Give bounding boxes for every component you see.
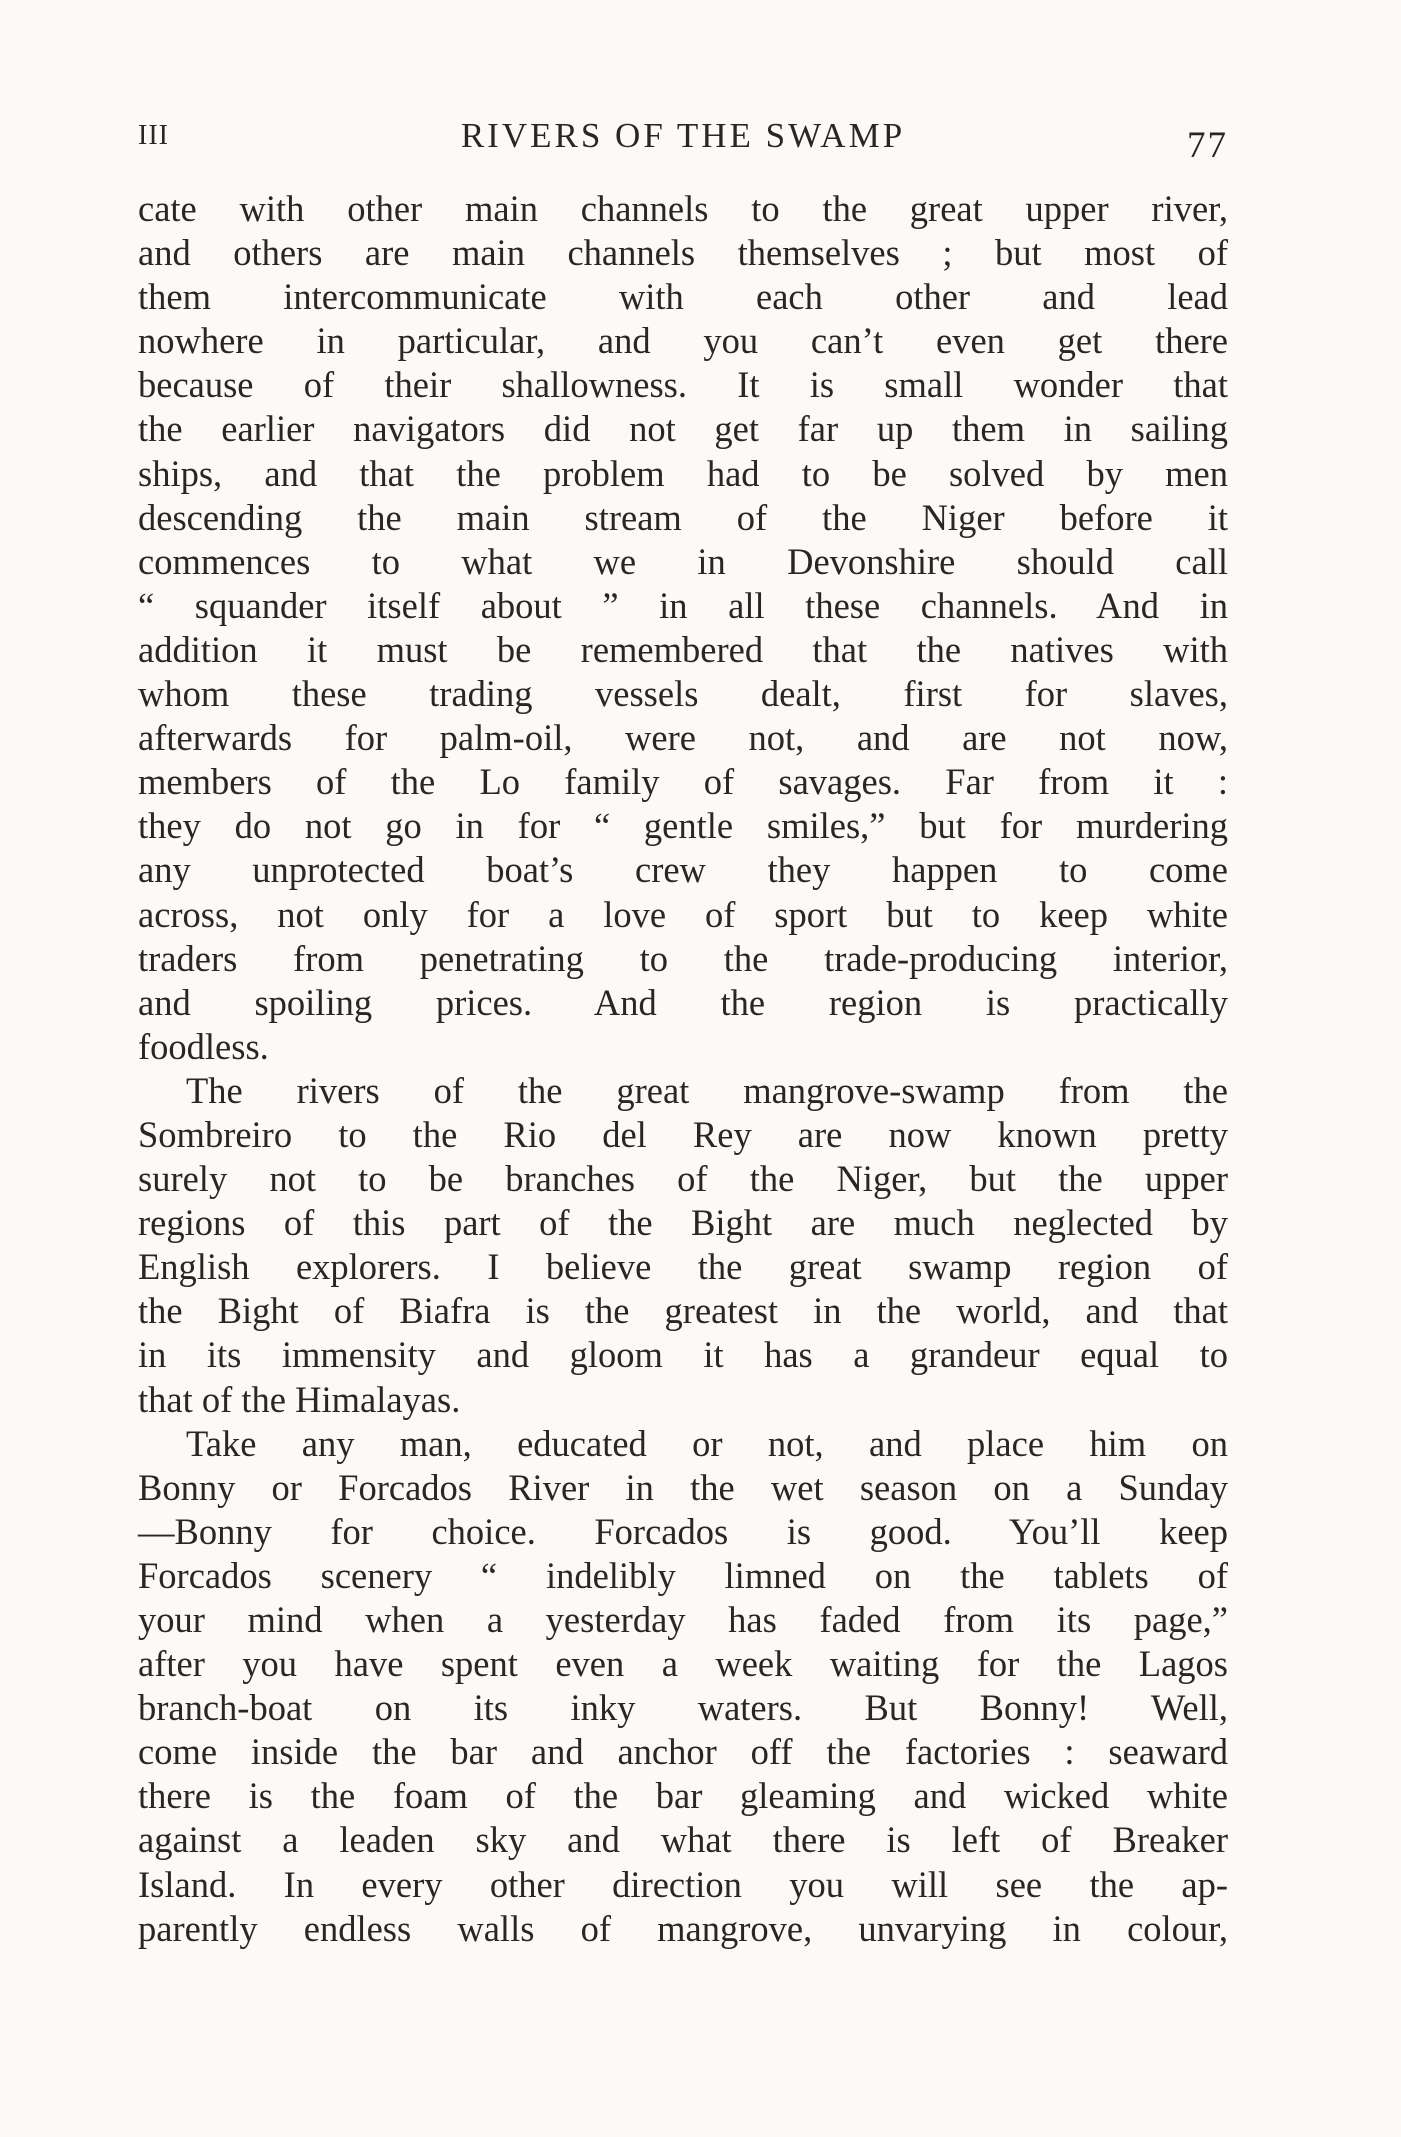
- text-line: that of the Himalayas.: [138, 1378, 461, 1420]
- text-line: descending the main stream of the Niger before it: [138, 496, 1228, 538]
- text-line: your mind when a yesterday has faded from its page,”: [138, 1599, 1228, 1640]
- text-line: cate with other main channels to the great upper river,: [138, 188, 1228, 229]
- text-line: ships, and that the problem had to be solved by men: [138, 452, 1228, 494]
- text-line: and spoiling prices. And the region is practically: [138, 981, 1228, 1023]
- text-line: after you have spent even a week waiting for the Lagos: [138, 1643, 1228, 1685]
- text-line: they do not go in for “ gentle smiles,” but for murdering: [138, 805, 1228, 847]
- text-line: branch-boat on its inky waters. But Bonny! Well,: [138, 1687, 1228, 1729]
- text-line: the Bight of Biafra is the greatest in the world, and that: [138, 1290, 1228, 1332]
- text-line: Island. In every other direction you will see the ap-: [138, 1863, 1228, 1905]
- text-line: traders from penetrating to the trade-producing interior,: [138, 937, 1228, 979]
- text-line: whom these trading vessels dealt, first for slaves,: [138, 673, 1228, 715]
- text-line: surely not to be branches of the Niger, but the upper: [138, 1158, 1228, 1200]
- text-line: across, not only for a love of sport but to keep white: [138, 893, 1228, 935]
- text-line: come inside the bar and anchor off the factories : seaward: [138, 1731, 1228, 1773]
- text-line: parently endless walls of mangrove, unvarying in colour,: [138, 1907, 1228, 1949]
- text-line: the earlier navigators did not get far up them in sailing: [138, 408, 1228, 450]
- text-line: any unprotected boat’s crew they happen to come: [138, 849, 1228, 891]
- text-line: in its immensity and gloom it has a grandeur equal to: [138, 1334, 1228, 1376]
- paragraph-2: [138, 1069, 1228, 1422]
- text-line: them intercommunicate with each other and lead: [138, 276, 1228, 318]
- text-line: commences to what we in Devonshire should call: [138, 540, 1228, 582]
- text-line: foodless.: [138, 1025, 269, 1067]
- chapter-number: III: [138, 120, 169, 151]
- text-line: regions of this part of the Bight are much neglected by: [138, 1202, 1228, 1244]
- text-line: Take any man, educated or not, and place him on: [186, 1422, 1228, 1464]
- text-line: —Bonny for choice. Forcados is good. You’ll keep: [138, 1510, 1228, 1552]
- running-title: RIVERS OF THE SWAMP: [460, 116, 906, 155]
- text-line: The rivers of the great mangrove-swamp from the: [186, 1069, 1228, 1111]
- body-text: [138, 187, 1228, 1951]
- text-line: nowhere in particular, and you can’t even get there: [138, 320, 1228, 362]
- paragraph-1: [138, 187, 1228, 1069]
- text-line: addition it must be remembered that the natives with: [138, 628, 1228, 670]
- text-line: Bonny or Forcados River in the wet season on a Sunday: [138, 1466, 1228, 1508]
- text-line: against a leaden sky and what there is left of Breaker: [138, 1819, 1228, 1861]
- page-number: 77: [1187, 125, 1228, 166]
- paragraph-3: [138, 1422, 1228, 1951]
- text-line: and others are main channels themselves ; but most of: [138, 232, 1228, 274]
- text-line: members of the Lo family of savages. Far from it :: [138, 761, 1228, 803]
- text-line: because of their shallowness. It is small wonder that: [138, 364, 1228, 406]
- text-line: there is the foam of the bar gleaming and wicked white: [138, 1775, 1228, 1817]
- text-line: Forcados scenery “ indelibly limned on the tablets of: [138, 1554, 1228, 1596]
- text-line: afterwards for palm-oil, were not, and are not now,: [138, 717, 1228, 759]
- text-line: English explorers. I believe the great swamp region of: [138, 1246, 1228, 1288]
- text-line: “ squander itself about ” in all these channels. And in: [138, 584, 1228, 626]
- page-header: [138, 112, 1228, 166]
- text-line: Sombreiro to the Rio del Rey are now known pretty: [138, 1113, 1228, 1155]
